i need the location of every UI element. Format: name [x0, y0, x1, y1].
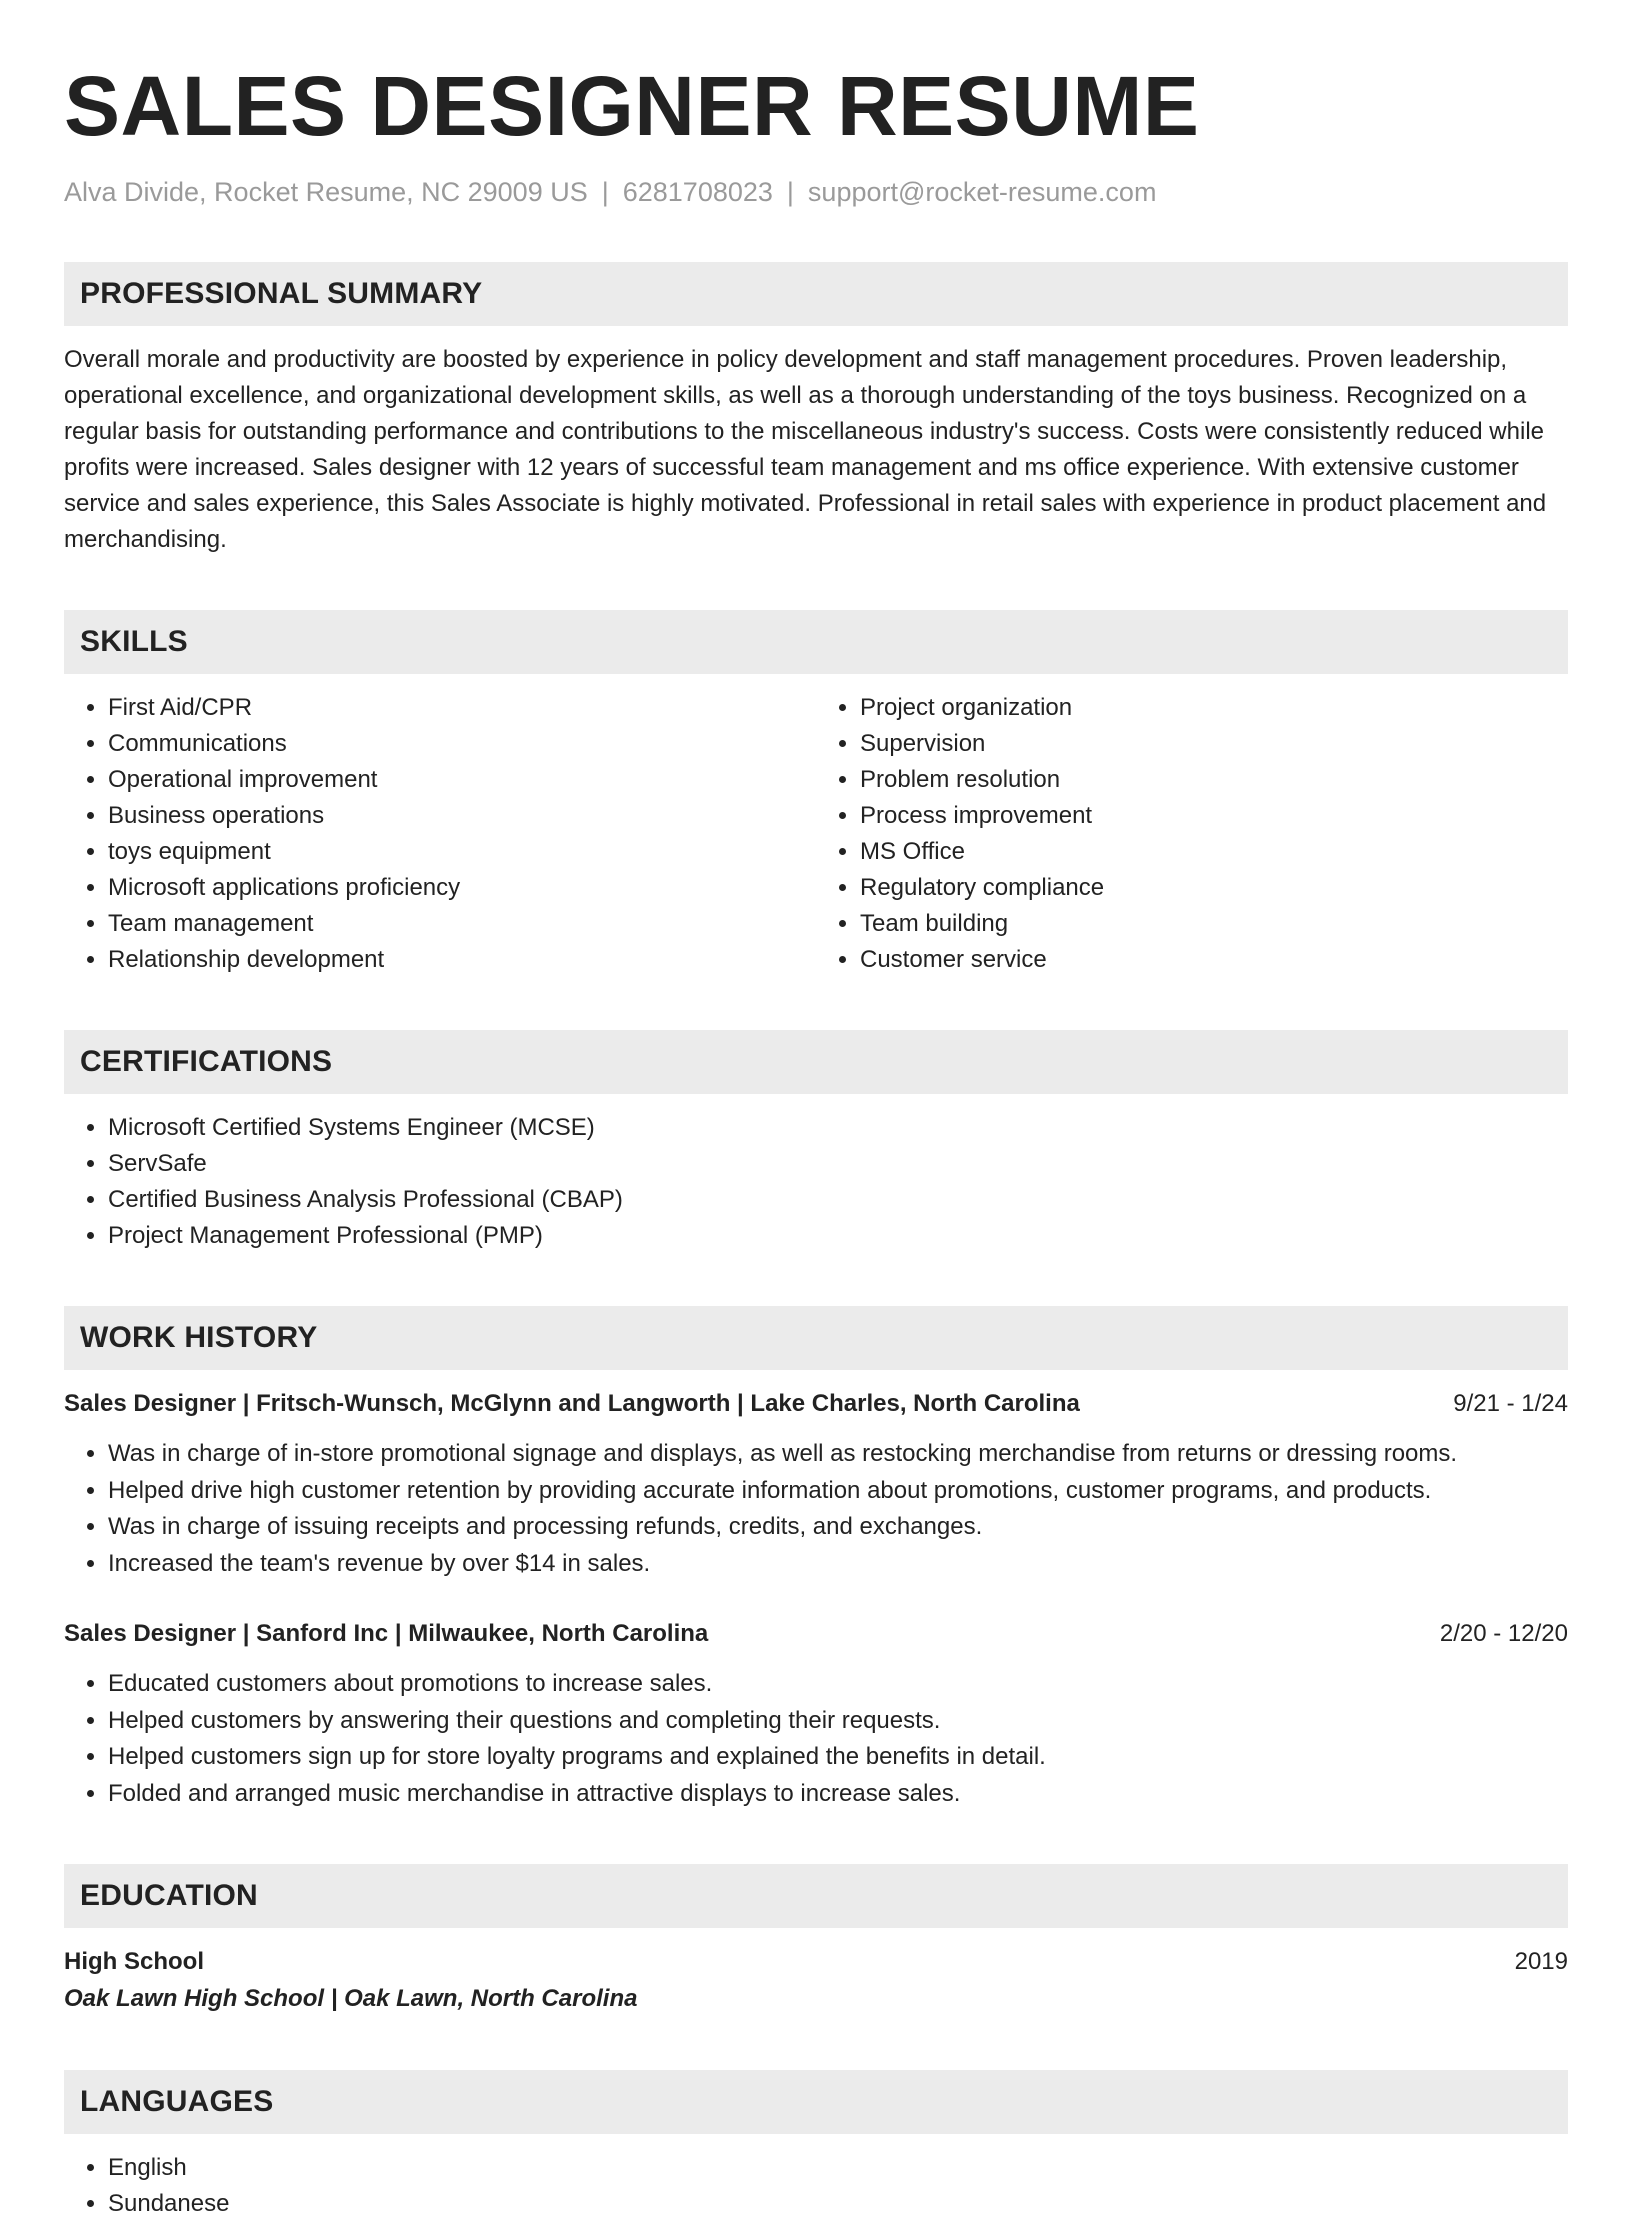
- section-heading-skills: SKILLS: [64, 610, 1568, 674]
- list-item: • Helped customers sign up for store loyalty programs and explained the benefits in detail.: [108, 1739, 1568, 1776]
- skills-column-right: [816, 690, 1568, 978]
- skills-column-left: [64, 690, 816, 978]
- list-item: • Folded and arranged music merchandise in attractive displays to increase sales.: [108, 1776, 1568, 1813]
- job-bullets: [64, 1666, 1568, 1812]
- list-item: • Helped drive high customer retention by providing accurate information about promotions, customer programs, and products.: [108, 1473, 1568, 1510]
- summary-text: Overall morale and productivity are boosted by experience in policy development and staff management procedures. Proven leadership, operational excellence, and organizational development skills, as well as a thorough understanding of the toys business. Recognized on a regular basis for outstanding performance and contributions to the miscellaneous industry's success. Costs were consistently reduced while profits were increased. Sales designer with 12 years of successful team management and ms office experience. With extensive customer service and sales experience, this Sales Associate is highly motivated. Professional in retail sales with experience in product placement and merchandising.: [64, 346, 1547, 553]
- skills-list: [64, 690, 1568, 978]
- list-item: • Certified Business Analysis Professional (CBAP): [108, 1182, 1568, 1218]
- list-item: • Communications: [108, 726, 816, 762]
- education-school: Oak Lawn High School | Oak Lawn, North Carolina: [64, 1985, 638, 2012]
- list-item: • Project organization: [860, 690, 1568, 726]
- list-item: • Microsoft applications proficiency: [108, 870, 816, 906]
- contact-email: support@rocket-resume.com: [807, 177, 1157, 207]
- job-dates: 9/21 - 1/24: [1453, 1390, 1568, 1417]
- contact-separator: |: [786, 177, 794, 207]
- job-bullets: [64, 1436, 1568, 1582]
- list-item: • Project Management Professional (PMP): [108, 1218, 1568, 1254]
- list-item: • Process improvement: [860, 798, 1568, 834]
- list-item: • Was in charge of in-store promotional signage and displays, as well as restocking merchandise from returns or dressing rooms.: [108, 1436, 1568, 1473]
- job-title: Sales Designer | Sanford Inc | Milwaukee, North Carolina: [64, 1620, 709, 1647]
- contact-phone: 6281708023: [622, 177, 773, 207]
- section-heading-certifications: CERTIFICATIONS: [64, 1030, 1568, 1094]
- contact-address: Alva Divide, Rocket Resume, NC 29009 US: [64, 177, 588, 207]
- contact-line: [64, 174, 1568, 210]
- list-item: • Team management: [108, 906, 816, 942]
- education-year: 2019: [1514, 1948, 1568, 1975]
- list-item: • Microsoft Certified Systems Engineer (MCSE): [108, 1110, 1568, 1146]
- section-heading-education: EDUCATION: [64, 1864, 1568, 1928]
- languages-list: [64, 2150, 1568, 2222]
- list-item: • Was in charge of issuing receipts and processing refunds, credits, and exchanges.: [108, 1509, 1568, 1546]
- list-item: • Helped customers by answering their questions and completing their requests.: [108, 1703, 1568, 1740]
- job-header: [64, 1616, 1568, 1652]
- job-title: Sales Designer | Fritsch-Wunsch, McGlynn and Langworth | Lake Charles, North Carolina: [64, 1390, 1080, 1417]
- certifications-list: [64, 1110, 1568, 1254]
- job-header: [64, 1386, 1568, 1422]
- education-degree: High School: [64, 1948, 204, 1975]
- section-heading-summary: PROFESSIONAL SUMMARY: [64, 262, 1568, 326]
- list-item: • Relationship development: [108, 942, 816, 978]
- job-entry: [64, 1386, 1568, 1582]
- education-header: [64, 1944, 1568, 1980]
- list-item: • Regulatory compliance: [860, 870, 1568, 906]
- list-item: • toys equipment: [108, 834, 816, 870]
- list-item: • MS Office: [860, 834, 1568, 870]
- list-item: • Sundanese: [108, 2186, 1568, 2222]
- section-heading-languages: LANGUAGES: [64, 2070, 1568, 2134]
- list-item: • Educated customers about promotions to increase sales.: [108, 1666, 1568, 1703]
- job-dates: 2/20 - 12/20: [1439, 1620, 1568, 1647]
- contact-separator: |: [601, 177, 609, 207]
- list-item: • First Aid/CPR: [108, 690, 816, 726]
- job-entry: [64, 1616, 1568, 1812]
- list-item: • Team building: [860, 906, 1568, 942]
- list-item: • Problem resolution: [860, 762, 1568, 798]
- list-item: • Customer service: [860, 942, 1568, 978]
- list-item: • Business operations: [108, 798, 816, 834]
- list-item: • Supervision: [860, 726, 1568, 762]
- list-item: • English: [108, 2150, 1568, 2186]
- resume-title: SALES DESIGNER RESUME: [64, 59, 1200, 153]
- section-heading-work-history: WORK HISTORY: [64, 1306, 1568, 1370]
- list-item: • Operational improvement: [108, 762, 816, 798]
- list-item: • ServSafe: [108, 1146, 1568, 1182]
- list-item: • Increased the team's revenue by over $14 in sales.: [108, 1546, 1568, 1583]
